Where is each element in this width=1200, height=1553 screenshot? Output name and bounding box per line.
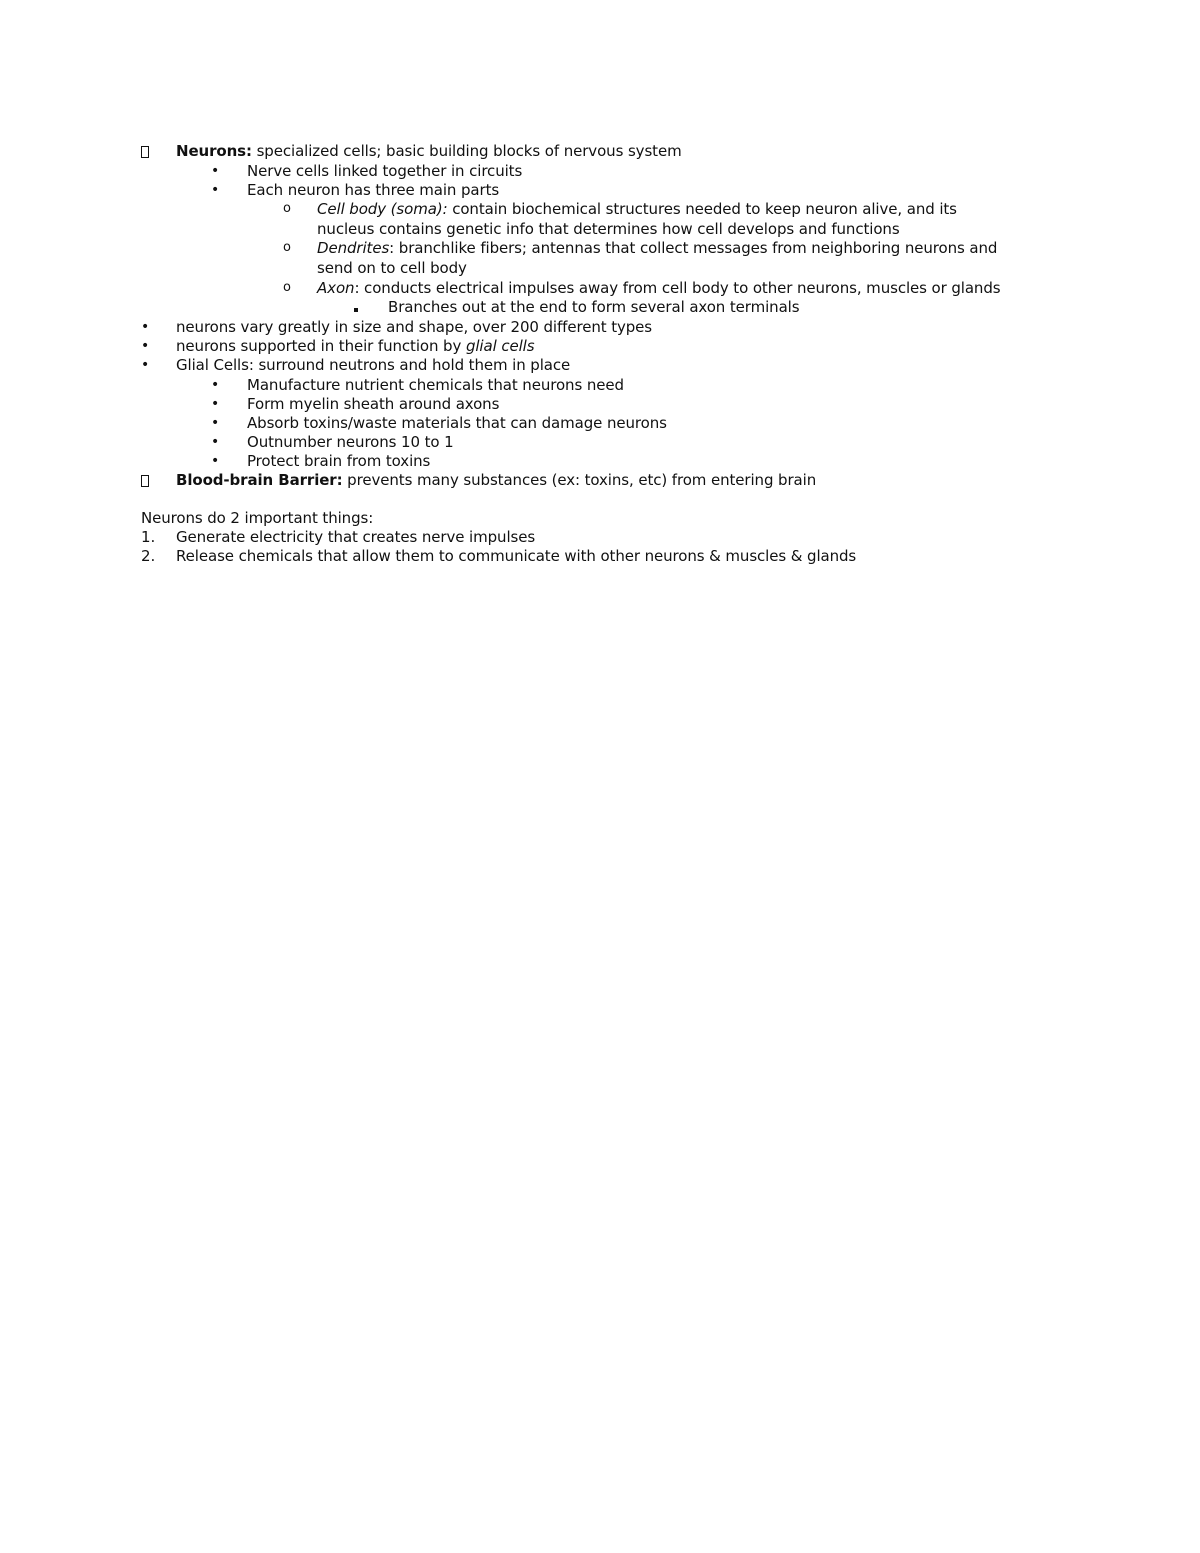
list-item-text: Glial Cells: surround neutrons and hold them in place xyxy=(176,356,571,374)
important-intro xyxy=(0,508,1200,528)
box-bullet-icon xyxy=(141,141,149,163)
cell-body-term: Cell body (soma): xyxy=(317,200,448,218)
list-item-text: Form myelin sheath around axons xyxy=(247,395,500,413)
dendrites-text: : branchlike fibers; antennas that collect messages from neighboring neurons and xyxy=(389,239,998,257)
numbered-item xyxy=(0,527,1200,547)
item-number: 1. xyxy=(141,528,156,546)
neurons-term: Neurons: xyxy=(176,142,252,160)
glial-cells-term: glial cells xyxy=(465,337,535,355)
list-item xyxy=(0,375,1200,395)
numbered-item-text: Generate electricity that creates nerve impulses xyxy=(176,528,536,546)
cell-body-text: contain biochemical structures needed to keep neuron alive, and its xyxy=(447,200,957,218)
bullet-icon: • xyxy=(211,182,220,198)
bbb-item xyxy=(0,470,1200,490)
list-item-text: Each neuron has three main parts xyxy=(247,181,500,199)
bullet-icon: • xyxy=(211,415,220,431)
dendrites-continuation xyxy=(0,258,1200,278)
list-item-text: neurons vary greatly in size and shape, over 200 different types xyxy=(176,318,653,336)
axon-sub-item xyxy=(0,297,1200,317)
item-number: 2. xyxy=(141,547,156,565)
bbb-definition: prevents many substances (ex: toxins, etc) from entering brain xyxy=(342,471,817,489)
list-item xyxy=(0,451,1200,471)
circle-bullet-icon: o xyxy=(283,280,291,295)
numbered-item xyxy=(0,546,1200,566)
list-item xyxy=(0,336,1200,356)
dendrites-term: Dendrites xyxy=(317,239,390,257)
important-intro-text: Neurons do 2 important things: xyxy=(141,509,374,527)
supported-text: neurons supported in their function by xyxy=(176,337,466,355)
dendrites-text-line2: send on to cell body xyxy=(317,259,467,277)
bullet-icon: • xyxy=(211,453,220,469)
dendrites-item xyxy=(0,238,1200,258)
list-item-text: Nerve cells linked together in circuits xyxy=(247,162,523,180)
cell-body-item xyxy=(0,199,1200,219)
bullet-icon: • xyxy=(141,319,150,335)
axon-item xyxy=(0,278,1200,298)
bullet-icon: • xyxy=(141,338,150,354)
neurons-definition: specialized cells; basic building blocks of nervous system xyxy=(251,142,682,160)
cell-body-continuation xyxy=(0,219,1200,239)
list-item xyxy=(0,432,1200,452)
bullet-icon: • xyxy=(211,163,220,179)
axon-sub-text: Branches out at the end to form several axon terminals xyxy=(388,298,800,316)
list-item xyxy=(0,161,1200,181)
list-item-text: Outnumber neurons 10 to 1 xyxy=(247,433,454,451)
numbered-item-text: Release chemicals that allow them to communicate with other neurons & muscles & glands xyxy=(176,547,857,565)
bullet-icon: • xyxy=(141,357,150,373)
cell-body-text-line2: nucleus contains genetic info that determines how cell develops and functions xyxy=(317,220,900,238)
square-bullet-icon xyxy=(354,297,358,317)
list-item xyxy=(0,413,1200,433)
list-item xyxy=(0,180,1200,200)
bbb-term: Blood-brain Barrier: xyxy=(176,471,343,489)
list-item-text: Protect brain from toxins xyxy=(247,452,431,470)
list-item xyxy=(0,355,1200,375)
list-item xyxy=(0,394,1200,414)
box-bullet-icon xyxy=(141,470,149,492)
axon-text: : conducts electrical impulses away from cell body to other neurons, muscles or glands xyxy=(354,279,1001,297)
neurons-item xyxy=(0,141,1200,161)
list-item-text: Absorb toxins/waste materials that can damage neurons xyxy=(247,414,667,432)
list-item xyxy=(0,317,1200,337)
circle-bullet-icon: o xyxy=(283,201,291,216)
list-item-text: Manufacture nutrient chemicals that neurons need xyxy=(247,376,624,394)
circle-bullet-icon: o xyxy=(283,240,291,255)
axon-term: Axon xyxy=(317,279,355,297)
bullet-icon: • xyxy=(211,377,220,393)
bullet-icon: • xyxy=(211,434,220,450)
bullet-icon: • xyxy=(211,396,220,412)
